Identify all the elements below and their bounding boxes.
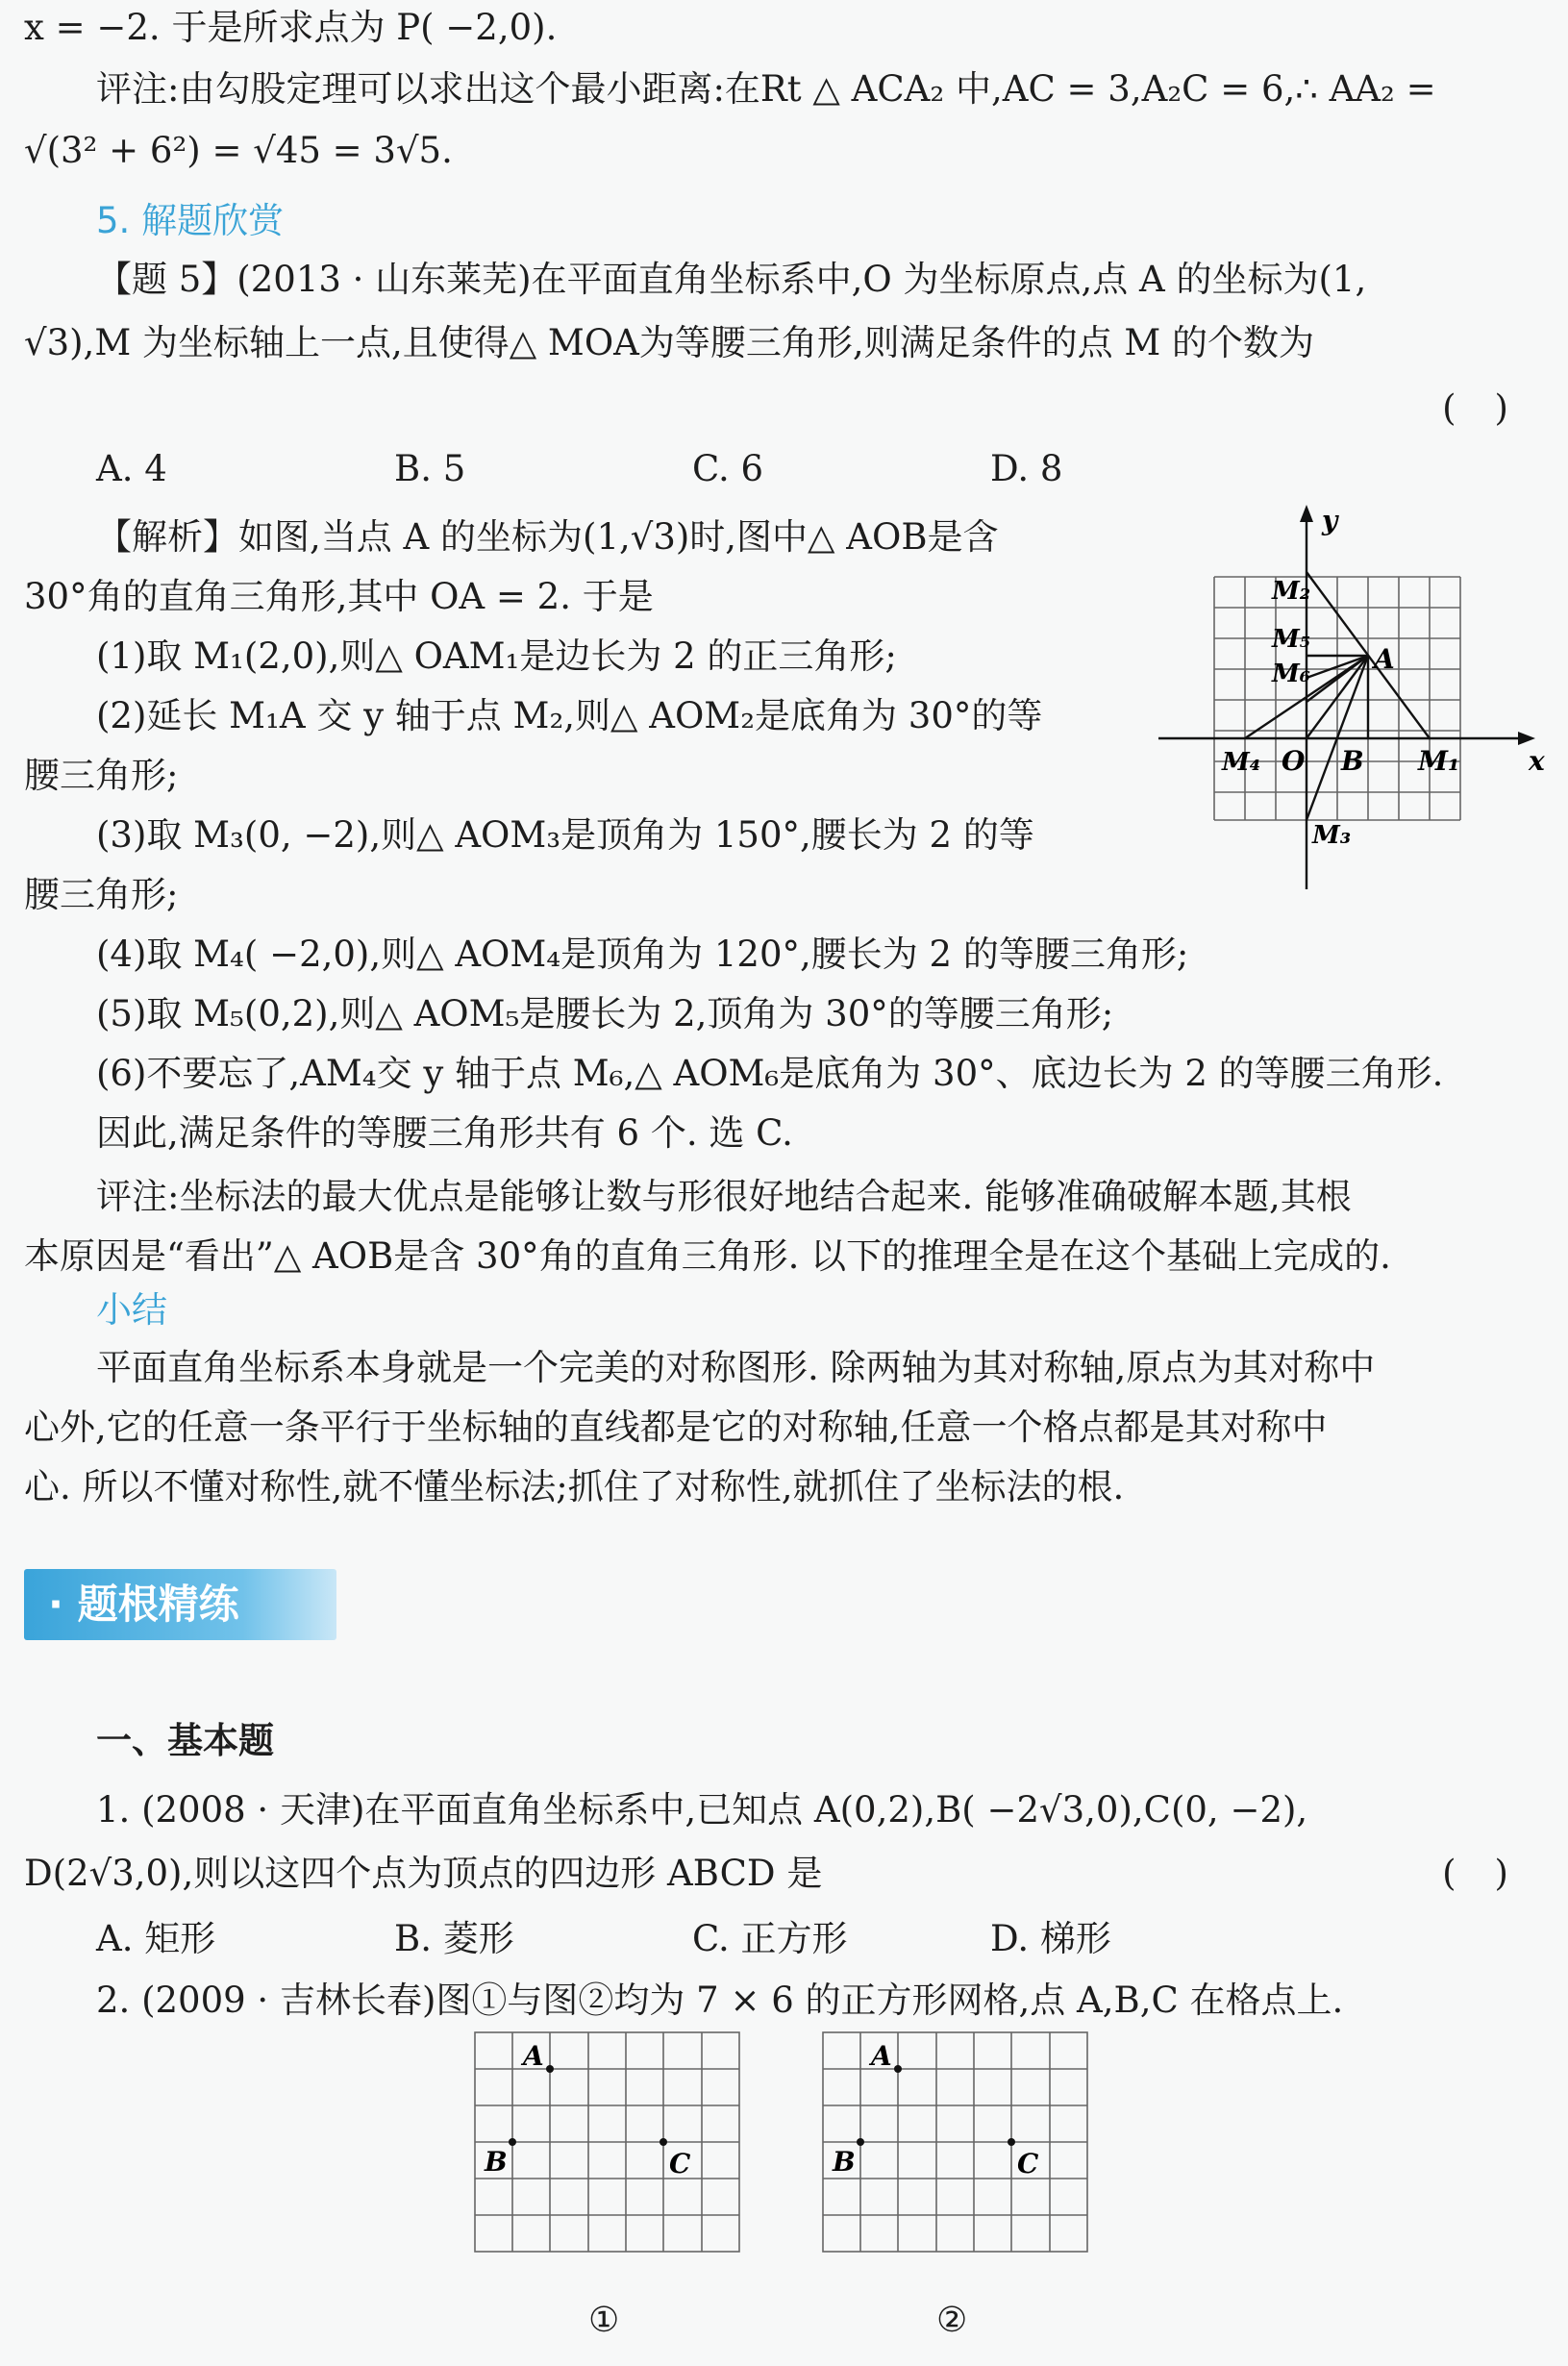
text-line: x = −2. 于是所求点为 P( −2,0). bbox=[24, 7, 558, 48]
grid1-point-a: A bbox=[523, 2040, 544, 2072]
option-c: C. 正方形 bbox=[692, 1918, 848, 1959]
analysis-line: 30°角的直角三角形,其中 OA = 2. 于是 bbox=[24, 576, 654, 617]
analysis-line: 【解析】如图,当点 A 的坐标为(1,√3)时,图中△ AOB是含 bbox=[96, 516, 999, 558]
summary-line: 平面直角坐标系本身就是一个完美的对称图形. 除两轴为其对称轴,原点为其对称中 bbox=[96, 1347, 1376, 1388]
answer-blank: () bbox=[1442, 387, 1547, 429]
point-m4-label: M₄ bbox=[1222, 748, 1261, 777]
summary-line: 心. 所以不懂对称性,就不懂坐标法;抓住了对称性,就抓住了坐标法的根. bbox=[24, 1466, 1125, 1507]
point-a-label: A bbox=[1374, 643, 1395, 675]
grid2-point-a: A bbox=[871, 2040, 892, 2072]
exercise-line: 2. (2009 · 吉林长春)图①与图②均为 7 × 6 的正方形网格,点 A,B,C 在格点上. bbox=[96, 1980, 1344, 2021]
grid2-point-c: C bbox=[1017, 2148, 1039, 2179]
point-m6-label: M₆ bbox=[1272, 660, 1311, 688]
analysis-line: (1)取 M₁(2,0),则△ OAM₁是边长为 2 的正三角形; bbox=[96, 635, 897, 677]
problem-statement: √3),M 为坐标轴上一点,且使得△ MOA为等腰三角形,则满足条件的点 M 的个数为 bbox=[24, 322, 1315, 363]
q1-options bbox=[96, 1917, 1288, 1961]
analysis-line: (3)取 M₃(0, −2),则△ AOM₃是顶角为 150°,腰长为 2 的等 bbox=[96, 814, 1034, 856]
section-title: · 题根精练 bbox=[48, 1581, 239, 1628]
problem-statement: 【题 5】(2013 · 山东莱芜)在平面直角坐标系中,O 为坐标原点,点 A 的坐标为(1, bbox=[96, 259, 1367, 300]
comment-line: 评注:坐标法的最大优点是能够让数与形很好地结合起来. 能够准确破解本题,其根 bbox=[96, 1176, 1352, 1217]
figure-caption-1: ① bbox=[588, 2301, 620, 2340]
analysis-line: (6)不要忘了,AM₄交 y 轴于点 M₆,△ AOM₆是底角为 30°、底边长为 2 的等腰三角形. bbox=[96, 1053, 1444, 1094]
analysis-line: 腰三角形; bbox=[24, 755, 179, 796]
option-b: B. 菱形 bbox=[394, 1918, 514, 1959]
grid2-point-b: B bbox=[833, 2146, 856, 2178]
coordinate-figure bbox=[1158, 505, 1553, 894]
grid1-point-c: C bbox=[669, 2148, 691, 2179]
summary-heading: 小结 bbox=[96, 1289, 167, 1331]
q5-options bbox=[96, 447, 1288, 491]
option-a: A. 4 bbox=[96, 448, 167, 489]
point-m1-label: M₁ bbox=[1418, 745, 1460, 777]
option-d: D. 8 bbox=[990, 448, 1063, 489]
point-m3-label: M₃ bbox=[1312, 821, 1352, 850]
answer-blank: () bbox=[1442, 1853, 1547, 1894]
analysis-line: (2)延长 M₁A 交 y 轴于点 M₂,则△ AOM₂是底角为 30°的等 bbox=[96, 695, 1043, 736]
figure-caption-2: ② bbox=[936, 2301, 968, 2340]
analysis-line: (4)取 M₄( −2,0),则△ AOM₄是顶角为 120°,腰长为 2 的等腰三角形; bbox=[96, 934, 1189, 975]
option-b: B. 5 bbox=[394, 448, 466, 489]
option-d: D. 梯形 bbox=[990, 1918, 1111, 1959]
analysis-line: 腰三角形; bbox=[24, 874, 179, 915]
summary-line: 心外,它的任意一条平行于坐标轴的直线都是它的对称轴,任意一个格点都是其对称中 bbox=[24, 1407, 1328, 1448]
exercise-line: 1. (2008 · 天津)在平面直角坐标系中,已知点 A(0,2),B( −2√3,0),C(0, −2), bbox=[96, 1789, 1308, 1831]
exercise-line: D(2√3,0),则以这四个点为顶点的四边形 ABCD 是 bbox=[24, 1853, 823, 1894]
analysis-line: (5)取 M₅(0,2),则△ AOM₅是腰长为 2,顶角为 30°的等腰三角形; bbox=[96, 993, 1114, 1034]
option-c: C. 6 bbox=[692, 448, 764, 489]
grid1-point-b: B bbox=[485, 2146, 508, 2178]
x-axis-label: x bbox=[1529, 745, 1545, 777]
subsection-heading: 5. 解题欣赏 bbox=[96, 200, 285, 241]
point-m5-label: M₅ bbox=[1272, 625, 1311, 654]
origin-label: O bbox=[1282, 745, 1306, 777]
grid-figure-2 bbox=[817, 2027, 1096, 2257]
y-axis-label: y bbox=[1322, 505, 1338, 536]
text-line: √(3² + 6²) = √45 = 3√5. bbox=[24, 130, 453, 171]
comment-line: 本原因是“看出”△ AOB是含 30°角的直角三角形. 以下的推理全是在这个基础上完成的. bbox=[24, 1235, 1391, 1277]
analysis-line: 因此,满足条件的等腰三角形共有 6 个. 选 C. bbox=[96, 1112, 793, 1154]
point-b-label: B bbox=[1341, 745, 1364, 777]
point-m2-label: M₂ bbox=[1272, 577, 1311, 606]
comment-line: 评注:由勾股定理可以求出这个最小距离:在Rt △ ACA₂ 中,AC = 3,A₂C = 6,∴ AA₂ = bbox=[96, 68, 1436, 110]
grid-figure-1 bbox=[469, 2027, 748, 2257]
option-a: A. 矩形 bbox=[96, 1918, 216, 1959]
exercise-heading: 一、基本题 bbox=[96, 1720, 274, 1761]
